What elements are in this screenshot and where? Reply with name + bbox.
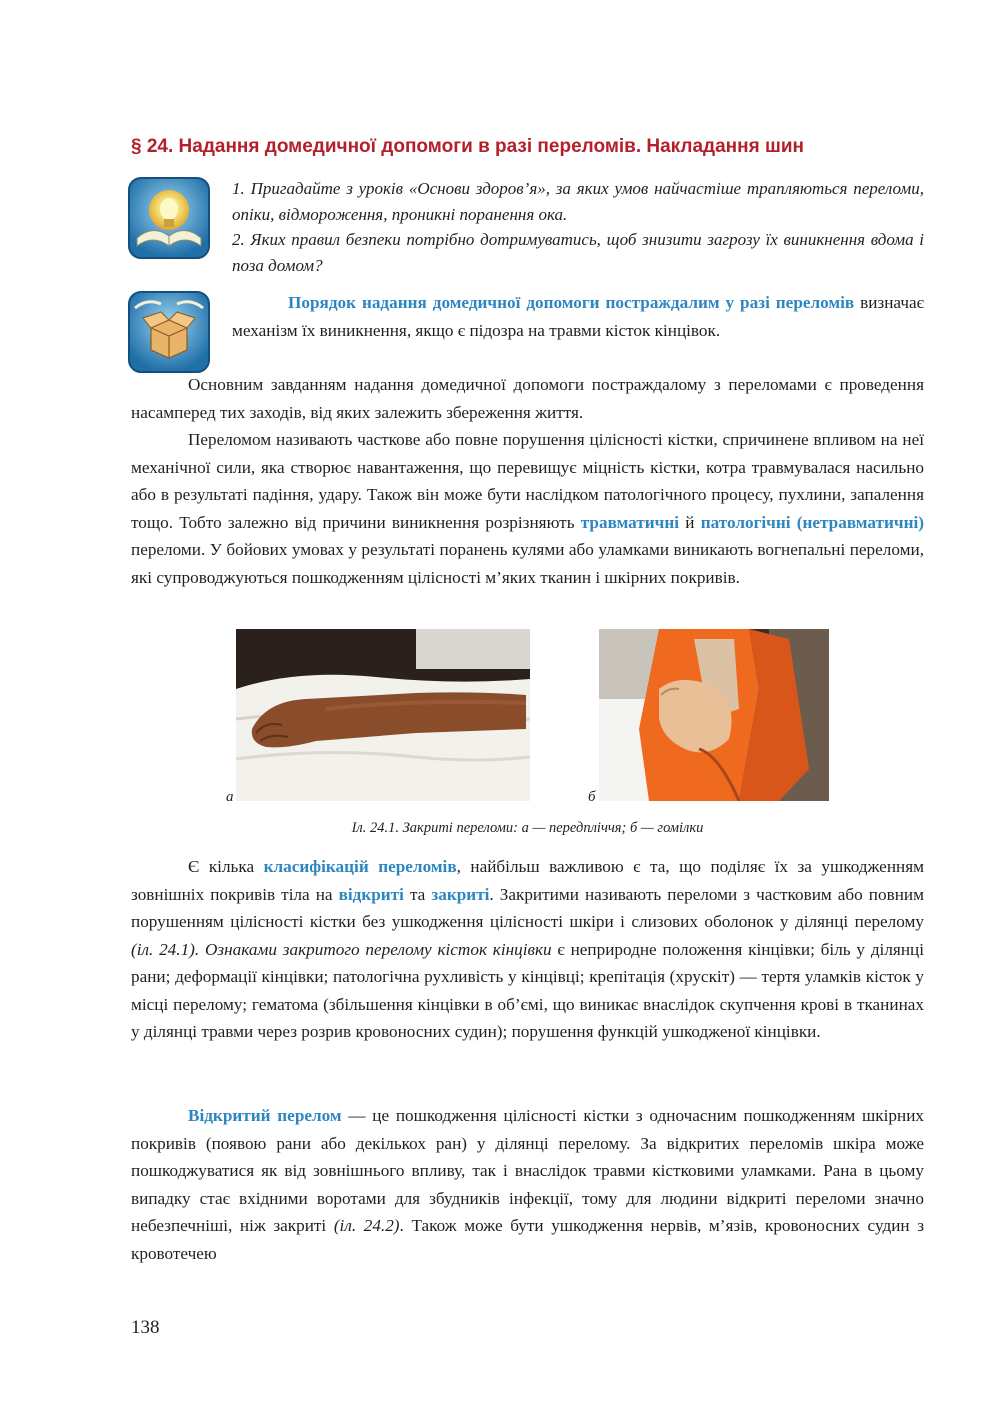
page-number: 138 [131, 1317, 160, 1338]
figure-reference: (іл. 24.2) [333, 1216, 400, 1235]
question-1: 1. Пригадайте з уроків «Основи здоров’я», за яких умов найчастіше трапляються переломи, опіки, відмороження, проникні поранення ока. [232, 179, 924, 224]
text: — це пошкодження цілісності кістки з одночасним пошкодженням шкірних покривів (появою рани або декількох ран) у ділянці перелому. За відкритих переломів шкіра може пошкоджуватися як від зовнішнього впливу, так і внаслідок травми кістковими уламками. Рана в цьому випадку стає вхідними воротами для збудників інфекції, тому для людини відкриті переломи значно небезпечніші, ніж закриті [131, 1106, 924, 1235]
text: . Також може бути ушкодження нервів, м’язів, кровоносних судин з кровотечею [131, 1216, 924, 1263]
term-classifications: класифікацій переломів [263, 857, 457, 876]
term-traumatic: травматичні [580, 512, 680, 532]
figure-caption: Іл. 24.1. Закриті переломи: а — передпліччя; б — гомілки [351, 820, 704, 836]
question-2: 2. Яких правил безпеки потрібно дотримуватись, щоб знизити загрозу їх виникнення вдома і поза домом? [232, 230, 924, 275]
paragraph-2 [131, 426, 924, 591]
paragraph-3 [131, 853, 924, 1046]
section-heading: § 24. Надання домедичної допомоги в разі переломів. Накладання шин [131, 136, 804, 157]
term-pathological: патологічні (нетравматичні) [700, 512, 924, 532]
paragraph-4 [131, 1102, 924, 1267]
text: переломи. У бойових умовах у результаті поранень кулями або уламками виникають вогнепальні переломи, які супроводжуються пошкодженням цілісності м’яких тканин і шкірних покривів. [131, 540, 924, 587]
paragraph-1: Основним завданням надання домедичної допомоги постраждалому з переломами є проведення насамперед тих заходів, від яких залежить збереження життя. [131, 375, 924, 422]
text: є неприродне положення кінцівки; біль у ділянці рани; деформації кінцівки; патологічна рухливість у кінцівці; крепітація (хрускіт) — тертя уламків кісток у місці перелому; гематома (збільшення кінцівки в об’ємі, що виникає внаслідок скупчення крові в тканинах у ділянці травми через розрив кровоносних судин); порушення функцій ушкодженої кінцівки. [131, 939, 924, 1041]
lightbulb-book-icon [127, 176, 211, 260]
term-closed: закриті [431, 884, 490, 904]
text: , найбільш важливою є та, що поділяє їх за ушкодженням зовнішніх покривів тіла на [131, 857, 924, 904]
text: Переломом називають часткове або повне порушення цілісності кістки, спричинене впливом на неї механічної сили, яка створює навантаження, що перевищує міцність кістки, котра травмувалася насильно або в результаті падіння, удару. Також він може бути наслідком патологічного процесу, пухлини, запалення тощо. Тобто залежно від причини виникнення розрізняють [131, 430, 924, 532]
term-open: відкриті [338, 884, 404, 904]
text: та [403, 884, 432, 904]
open-box-book-icon [127, 290, 211, 374]
text: Є кілька [188, 857, 264, 876]
term-open-fracture: Відкритий перелом [188, 1106, 342, 1125]
photo-shin-fracture-splint [599, 629, 829, 801]
figure-label-a: а [226, 789, 234, 805]
intro-paragraph [232, 289, 924, 344]
intro-text: визначає механізм їх виникнення, якщо є підозра на травми кісток кінцівок. [232, 293, 925, 340]
figure-label-b: б [588, 789, 596, 805]
photo-forearm-fracture [236, 629, 530, 801]
text: й [679, 512, 701, 532]
intro-term: Порядок надання домедичної допомоги постраждалим у разі переломів [288, 293, 855, 312]
text: . Закритими називають переломи з частковим або повним порушенням цілісності кістки без ушкодження цілісності шкіри і слизових оболонок у ділянці перелому [131, 884, 924, 931]
italic-text: (іл. 24.1). Ознаками закритого перелому кісток кінцівки [131, 939, 552, 959]
